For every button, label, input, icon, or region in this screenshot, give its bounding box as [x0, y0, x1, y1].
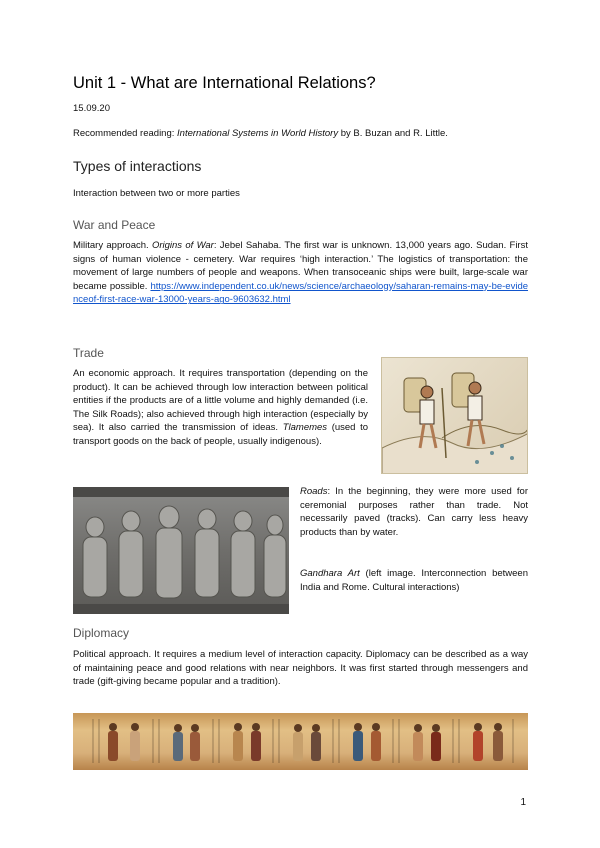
- gandhara-relief-image: [73, 487, 289, 614]
- diplomacy-scroll-image: [73, 713, 528, 770]
- roads-italic: Roads: [300, 486, 328, 497]
- paragraph-trade: [73, 367, 368, 449]
- gandhara-text: (left image. Interconnection between India and Rome. Cultural interactions): [300, 568, 528, 593]
- trade-italic: Tlamemes: [282, 422, 328, 434]
- trade-text-1: An economic approach. It requires transportation (depending on the product). It can be achieved through low interaction between political entities if the products are of a little volume and highly demanded (i.e. The Silk Roads); also achieved through high interaction (especially by sea). It also carried the transmission of ideas.: [73, 368, 368, 434]
- recommended-reading: [73, 128, 448, 139]
- date: 15.09.20: [73, 103, 110, 114]
- heading-war-peace: War and Peace: [73, 218, 156, 232]
- heading-diplomacy: Diplomacy: [73, 626, 130, 640]
- page-number: 1: [520, 797, 526, 808]
- reading-book-title: International Systems in World History: [177, 128, 339, 139]
- scroll-drawing: [73, 713, 528, 770]
- heading-trade: Trade: [73, 346, 104, 360]
- war-text-1: Military approach.: [73, 240, 152, 251]
- paragraph-war-peace: [73, 239, 528, 307]
- war-link[interactable]: https://www.independent.co.uk/news/science/archaeology/saharan-remains-may-be-evidenceof-first-race-war-13000-years-ago-9603632.html: [73, 280, 529, 306]
- war-text-2: : Jebel Sahaba. The first war is unknown. 13,000 years ago. Sudan. First signs of human violence - cemetery. War requires ‘high interaction.’ The logistics of transportation: the movement of large numbers of people and weapons. When transoceanic ships were built, large-scale war became possible.: [73, 240, 528, 292]
- trade-text-2: (used to transport goods on the back of people, usually indigenous).: [73, 422, 369, 447]
- paragraph-roads: [300, 485, 528, 539]
- paragraph-gandhara: [300, 567, 528, 594]
- relief-drawing: [73, 487, 289, 614]
- roads-text: : In the beginning, they were more used for ceremonial purposes rather than trade. Not necessarily paved (tracks). Can carry less heavy products than by water.: [300, 486, 528, 538]
- section-intro: Interaction between two or more parties: [73, 188, 240, 199]
- gandhara-italic: Gandhara Art: [300, 568, 360, 579]
- war-italic: Origins of War: [151, 240, 214, 251]
- reading-prefix: Recommended reading:: [73, 128, 178, 139]
- paragraph-diplomacy: Political approach. It requires a medium level of interaction capacity. Diplomacy can be described as a way of maintaining peace and good relations with near neighbors. It was first started through messengers and trade (gift-giving became popular and a tradition).: [73, 649, 528, 688]
- porters-drawing: [382, 358, 528, 474]
- porters-illustration: [381, 357, 528, 474]
- reading-suffix: by B. Buzan and R. Little.: [338, 128, 448, 139]
- page-title: Unit 1 - What are International Relations?: [73, 74, 376, 92]
- section-heading: Types of interactions: [73, 158, 202, 174]
